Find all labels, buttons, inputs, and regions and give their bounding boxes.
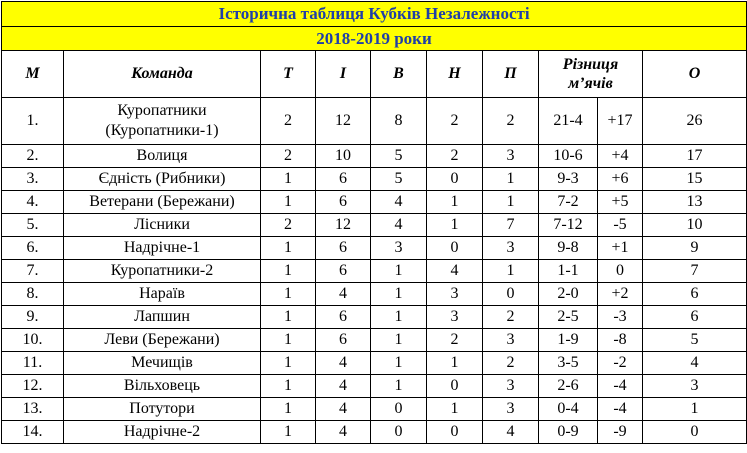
table-title: Історична таблиця Кубків Незалежності bbox=[2, 2, 747, 27]
cell-pos: 5. bbox=[2, 214, 64, 237]
cell-pos: 14. bbox=[2, 421, 64, 444]
cell-games: 6 bbox=[316, 260, 371, 283]
cell-tours: 1 bbox=[261, 398, 316, 421]
cell-draws: 0 bbox=[427, 421, 483, 444]
table-row bbox=[2, 398, 747, 421]
cell-diff: -4 bbox=[598, 375, 643, 398]
cell-tours: 1 bbox=[261, 260, 316, 283]
cell-wins: 5 bbox=[371, 168, 427, 191]
cell-pos: 11. bbox=[2, 352, 64, 375]
cell-team: Надрічне-2 bbox=[64, 421, 261, 444]
cell-goals: 1-9 bbox=[539, 329, 598, 352]
cell-points: 15 bbox=[643, 168, 747, 191]
cell-points: 7 bbox=[643, 260, 747, 283]
cell-diff: 0 bbox=[598, 260, 643, 283]
standings-table bbox=[1, 1, 747, 444]
cell-games: 10 bbox=[316, 145, 371, 168]
cell-goals: 2-5 bbox=[539, 306, 598, 329]
cell-points: 10 bbox=[643, 214, 747, 237]
cell-tours: 1 bbox=[261, 329, 316, 352]
cell-games: 4 bbox=[316, 421, 371, 444]
header-pos: М bbox=[2, 51, 64, 98]
cell-wins: 5 bbox=[371, 145, 427, 168]
cell-losses: 7 bbox=[483, 214, 539, 237]
cell-wins: 0 bbox=[371, 398, 427, 421]
cell-team: Вільховець bbox=[64, 375, 261, 398]
cell-pos: 8. bbox=[2, 283, 64, 306]
cell-goals: 9-8 bbox=[539, 237, 598, 260]
cell-diff: +1 bbox=[598, 237, 643, 260]
cell-team: Лапшин bbox=[64, 306, 261, 329]
cell-points: 17 bbox=[643, 145, 747, 168]
cell-draws: 0 bbox=[427, 168, 483, 191]
cell-team: Надрічне-1 bbox=[64, 237, 261, 260]
cell-goals: 7-12 bbox=[539, 214, 598, 237]
cell-draws: 1 bbox=[427, 214, 483, 237]
cell-points: 4 bbox=[643, 352, 747, 375]
cell-diff: -4 bbox=[598, 398, 643, 421]
cell-diff: +2 bbox=[598, 283, 643, 306]
cell-points: 26 bbox=[643, 98, 747, 145]
cell-diff: +17 bbox=[598, 98, 643, 145]
cell-team: Нараїв bbox=[64, 283, 261, 306]
cell-wins: 4 bbox=[371, 214, 427, 237]
cell-tours: 1 bbox=[261, 237, 316, 260]
cell-points: 13 bbox=[643, 191, 747, 214]
cell-losses: 4 bbox=[483, 421, 539, 444]
cell-team: Єдність (Рибники) bbox=[64, 168, 261, 191]
table-row bbox=[2, 214, 747, 237]
cell-wins: 4 bbox=[371, 191, 427, 214]
cell-wins: 1 bbox=[371, 306, 427, 329]
cell-tours: 2 bbox=[261, 98, 316, 145]
cell-wins: 1 bbox=[371, 352, 427, 375]
cell-tours: 1 bbox=[261, 352, 316, 375]
cell-draws: 0 bbox=[427, 375, 483, 398]
cell-draws: 2 bbox=[427, 98, 483, 145]
cell-tours: 2 bbox=[261, 214, 316, 237]
cell-team: Куропатники-2 bbox=[64, 260, 261, 283]
cell-team: Потутори bbox=[64, 398, 261, 421]
cell-pos: 10. bbox=[2, 329, 64, 352]
cell-goals: 2-6 bbox=[539, 375, 598, 398]
cell-points: 5 bbox=[643, 329, 747, 352]
cell-team: Куропатники (Куропатники-1) bbox=[64, 98, 261, 145]
cell-losses: 3 bbox=[483, 145, 539, 168]
cell-diff: -9 bbox=[598, 421, 643, 444]
cell-draws: 1 bbox=[427, 398, 483, 421]
cell-draws: 2 bbox=[427, 145, 483, 168]
cell-pos: 7. bbox=[2, 260, 64, 283]
cell-goals: 1-1 bbox=[539, 260, 598, 283]
cell-draws: 4 bbox=[427, 260, 483, 283]
table-row bbox=[2, 237, 747, 260]
cell-draws: 1 bbox=[427, 352, 483, 375]
header-team: Команда bbox=[64, 51, 261, 98]
cell-team: Мечищів bbox=[64, 352, 261, 375]
cell-draws: 3 bbox=[427, 306, 483, 329]
cell-draws: 1 bbox=[427, 191, 483, 214]
cell-diff: +5 bbox=[598, 191, 643, 214]
cell-diff: +6 bbox=[598, 168, 643, 191]
season-label: 2018-2019 роки bbox=[2, 27, 747, 51]
cell-pos: 6. bbox=[2, 237, 64, 260]
table-row bbox=[2, 283, 747, 306]
cell-games: 4 bbox=[316, 352, 371, 375]
cell-diff: -2 bbox=[598, 352, 643, 375]
cell-games: 12 bbox=[316, 214, 371, 237]
cell-games: 4 bbox=[316, 375, 371, 398]
cell-team: Ветерани (Бережани) bbox=[64, 191, 261, 214]
header-goal-difference: Різниця м’ячів bbox=[539, 51, 643, 98]
cell-diff: -8 bbox=[598, 329, 643, 352]
table-row bbox=[2, 329, 747, 352]
cell-pos: 3. bbox=[2, 168, 64, 191]
cell-draws: 3 bbox=[427, 283, 483, 306]
table-row bbox=[2, 375, 747, 398]
cell-points: 6 bbox=[643, 306, 747, 329]
header-tours: Т bbox=[261, 51, 316, 98]
header-games: І bbox=[316, 51, 371, 98]
cell-wins: 1 bbox=[371, 329, 427, 352]
cell-goals: 2-0 bbox=[539, 283, 598, 306]
cell-losses: 1 bbox=[483, 168, 539, 191]
table-row bbox=[2, 145, 747, 168]
cell-games: 6 bbox=[316, 168, 371, 191]
header-row bbox=[2, 51, 747, 98]
cell-team: Лісники bbox=[64, 214, 261, 237]
table-row bbox=[2, 352, 747, 375]
cell-tours: 1 bbox=[261, 375, 316, 398]
cell-pos: 9. bbox=[2, 306, 64, 329]
cell-losses: 3 bbox=[483, 398, 539, 421]
cell-draws: 0 bbox=[427, 237, 483, 260]
cell-losses: 3 bbox=[483, 329, 539, 352]
cell-losses: 3 bbox=[483, 375, 539, 398]
cell-points: 6 bbox=[643, 283, 747, 306]
cell-tours: 2 bbox=[261, 145, 316, 168]
cell-goals: 0-4 bbox=[539, 398, 598, 421]
cell-pos: 2. bbox=[2, 145, 64, 168]
cell-tours: 1 bbox=[261, 168, 316, 191]
cell-wins: 0 bbox=[371, 421, 427, 444]
cell-pos: 12. bbox=[2, 375, 64, 398]
header-losses: П bbox=[483, 51, 539, 98]
cell-diff: -5 bbox=[598, 214, 643, 237]
cell-wins: 8 bbox=[371, 98, 427, 145]
cell-wins: 3 bbox=[371, 237, 427, 260]
cell-losses: 2 bbox=[483, 352, 539, 375]
cell-tours: 1 bbox=[261, 283, 316, 306]
table-row bbox=[2, 421, 747, 444]
cell-goals: 3-5 bbox=[539, 352, 598, 375]
cell-pos: 13. bbox=[2, 398, 64, 421]
cell-goals: 9-3 bbox=[539, 168, 598, 191]
cell-games: 6 bbox=[316, 191, 371, 214]
header-points: О bbox=[643, 51, 747, 98]
cell-wins: 1 bbox=[371, 283, 427, 306]
table-row bbox=[2, 191, 747, 214]
cell-games: 6 bbox=[316, 306, 371, 329]
table-row bbox=[2, 260, 747, 283]
cell-tours: 1 bbox=[261, 421, 316, 444]
table-row bbox=[2, 98, 747, 145]
cell-points: 0 bbox=[643, 421, 747, 444]
cell-goals: 21-4 bbox=[539, 98, 598, 145]
cell-losses: 1 bbox=[483, 191, 539, 214]
cell-wins: 1 bbox=[371, 260, 427, 283]
cell-losses: 0 bbox=[483, 283, 539, 306]
table-row bbox=[2, 306, 747, 329]
cell-games: 6 bbox=[316, 329, 371, 352]
cell-losses: 1 bbox=[483, 260, 539, 283]
header-draws: Н bbox=[427, 51, 483, 98]
cell-games: 4 bbox=[316, 283, 371, 306]
cell-tours: 1 bbox=[261, 306, 316, 329]
cell-pos: 4. bbox=[2, 191, 64, 214]
cell-diff: +4 bbox=[598, 145, 643, 168]
cell-tours: 1 bbox=[261, 191, 316, 214]
cell-games: 12 bbox=[316, 98, 371, 145]
cell-points: 1 bbox=[643, 398, 747, 421]
cell-goals: 7-2 bbox=[539, 191, 598, 214]
cell-draws: 2 bbox=[427, 329, 483, 352]
cell-losses: 2 bbox=[483, 98, 539, 145]
cell-diff: -3 bbox=[598, 306, 643, 329]
cell-wins: 1 bbox=[371, 375, 427, 398]
cell-goals: 0-9 bbox=[539, 421, 598, 444]
cell-pos: 1. bbox=[2, 98, 64, 145]
cell-games: 6 bbox=[316, 237, 371, 260]
table-row bbox=[2, 168, 747, 191]
cell-goals: 10-6 bbox=[539, 145, 598, 168]
cell-points: 3 bbox=[643, 375, 747, 398]
cell-team: Волиця bbox=[64, 145, 261, 168]
cell-team: Леви (Бережани) bbox=[64, 329, 261, 352]
cell-points: 9 bbox=[643, 237, 747, 260]
cell-losses: 3 bbox=[483, 237, 539, 260]
header-wins: В bbox=[371, 51, 427, 98]
cell-losses: 2 bbox=[483, 306, 539, 329]
cell-games: 4 bbox=[316, 398, 371, 421]
